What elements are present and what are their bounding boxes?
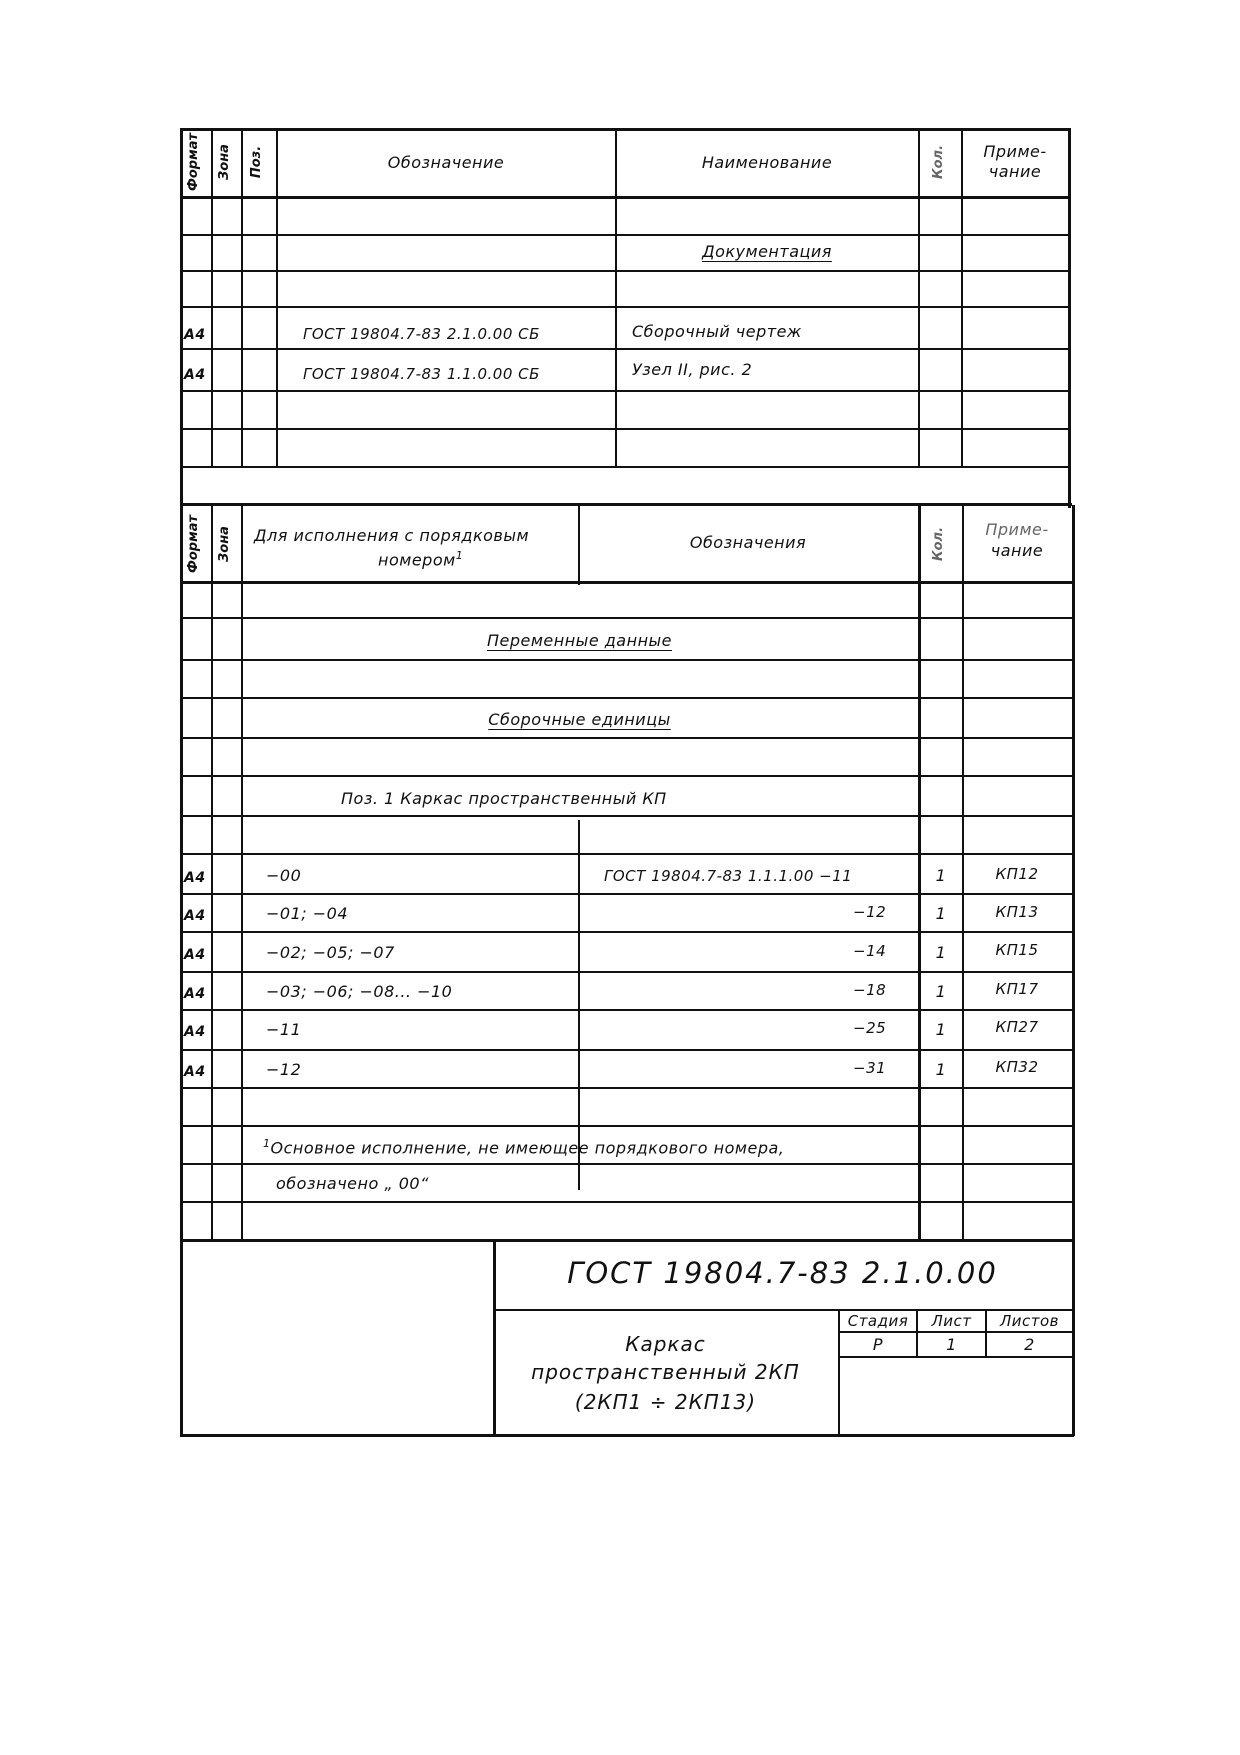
bottom-header-designation: Обозначения <box>689 533 807 552</box>
assembly-units-title: Сборочные единицы <box>488 710 671 729</box>
top-col-line-4 <box>615 128 617 468</box>
frame-bottom-line <box>180 1434 1074 1437</box>
pos-1-line: Поз. 1 Каркас пространственный КП <box>341 789 667 808</box>
bottom-header-zone: Зона <box>217 526 232 562</box>
gap-bottom-line <box>180 503 1072 506</box>
row-6-exec: −12 <box>266 1060 302 1079</box>
frame-right-line-top <box>1068 128 1071 508</box>
bottom-header-exec-line2 <box>378 546 463 570</box>
title-block-name-line1: Каркас <box>625 1332 706 1356</box>
bottom-row-line-11 <box>180 1009 1072 1011</box>
row-2-qty: 1 <box>935 904 947 923</box>
top-col-line-3 <box>276 128 278 468</box>
top-row-line-1 <box>180 234 1070 236</box>
bottom-row-line-2 <box>180 659 1072 661</box>
top-row-2-format: А4 <box>184 367 206 383</box>
row-3-note: КП15 <box>995 941 1039 959</box>
row-1-designation: ГОСТ 19804.7-83 1.1.1.00 −11 <box>604 867 853 885</box>
row-6-qty: 1 <box>935 1060 947 1079</box>
row-4-note: КП17 <box>995 980 1039 998</box>
bottom-header-format: Формат <box>186 514 201 574</box>
bottom-row-line-6 <box>180 815 1072 817</box>
row-4-format: А4 <box>184 986 206 1002</box>
frame-top-line <box>180 128 1070 131</box>
row-5-note: КП27 <box>995 1018 1039 1036</box>
top-header-note-line1: Приме- <box>983 142 1047 161</box>
row-5-qty: 1 <box>935 1020 947 1039</box>
bottom-row-line-13 <box>180 1087 1072 1089</box>
footnote-sup: 1 <box>263 1137 271 1150</box>
row-6-designation: −31 <box>853 1059 887 1077</box>
top-row-1-name: Сборочный чертеж <box>632 322 802 341</box>
bottom-row-line-4 <box>180 737 1072 739</box>
top-row-1-format: А4 <box>184 327 206 343</box>
bottom-row-line-12 <box>180 1049 1072 1051</box>
row-3-exec: −02; −05; −07 <box>266 943 395 962</box>
bottom-row-line-5 <box>180 775 1072 777</box>
bottom-row-line-3 <box>180 697 1072 699</box>
row-5-exec: −11 <box>266 1020 302 1039</box>
title-block-name-line3: (2КП1 ÷ 2КП13) <box>574 1390 757 1414</box>
bottom-col-line-1 <box>211 505 213 1239</box>
bottom-row-line-1 <box>180 617 1072 619</box>
documentation-section-title: Документация <box>702 242 832 261</box>
row-5-designation: −25 <box>853 1019 887 1037</box>
top-row-2-designation: ГОСТ 19804.7-83 1.1.0.00 СБ <box>303 365 540 383</box>
title-block-doc-number: ГОСТ 19804.7-83 2.1.0.00 <box>567 1256 998 1290</box>
title-block-sheet-value: 1 <box>946 1335 957 1354</box>
row-4-exec: −03; −06; −08... −10 <box>266 982 453 1001</box>
row-2-note: КП13 <box>995 903 1039 921</box>
title-block-stage-value: Р <box>872 1335 884 1354</box>
footnote-line2: обозначено „ 00“ <box>276 1174 429 1193</box>
frame-right-line-bottom <box>1072 505 1075 1436</box>
top-col-line-2 <box>241 128 243 468</box>
top-row-line-3 <box>180 306 1070 308</box>
top-col-line-5 <box>918 128 920 468</box>
bottom-row-line-9 <box>180 931 1072 933</box>
row-1-format: А4 <box>184 870 206 886</box>
title-block-stage-value-line <box>838 1356 1072 1358</box>
bottom-row-line-8 <box>180 893 1072 895</box>
row-4-qty: 1 <box>935 982 947 1001</box>
top-header-pos: Поз. <box>249 145 264 179</box>
row-1-qty: 1 <box>935 866 947 885</box>
title-block-sheet-label: Лист <box>931 1312 972 1330</box>
bottom-row-line-14 <box>180 1125 1072 1127</box>
footnote-line1-text: Основное исполнение, не имеющее порядкового номера, <box>270 1138 785 1158</box>
footnote-line1 <box>263 1134 784 1158</box>
title-block-name-line2: пространственный 2КП <box>531 1360 800 1384</box>
row-5-format: А4 <box>184 1024 206 1040</box>
top-header-qty: Кол. <box>931 144 946 180</box>
bottom-header-exec-line1: Для исполнения с порядковым <box>254 526 530 545</box>
bottom-header-note-line2: чание <box>990 541 1044 560</box>
bottom-row-line-10 <box>180 971 1072 973</box>
bottom-header-exec-sup: 1 <box>455 549 464 562</box>
top-header-designation: Обозначение <box>387 153 505 172</box>
top-row-line-5 <box>180 390 1070 392</box>
bottom-header-bottom-line <box>180 581 1072 584</box>
row-2-exec: −01; −04 <box>266 904 349 923</box>
title-block-stage-label-line <box>838 1331 1072 1333</box>
bottom-col-line-2 <box>241 505 243 1239</box>
top-row-line-7 <box>180 466 1070 468</box>
title-block-sheets-value: 2 <box>1024 1335 1035 1354</box>
top-row-1-designation: ГОСТ 19804.7-83 2.1.0.00 СБ <box>303 325 540 343</box>
row-6-note: КП32 <box>995 1058 1039 1076</box>
variable-data-title: Переменные данные <box>486 631 673 650</box>
row-3-format: А4 <box>184 947 206 963</box>
row-4-designation: −18 <box>853 981 887 999</box>
row-1-exec: −00 <box>266 866 302 885</box>
top-header-format: Формат <box>186 132 201 192</box>
row-2-format: А4 <box>184 908 206 924</box>
bottom-table-bottom-line <box>180 1239 1072 1242</box>
top-row-line-4 <box>180 348 1070 350</box>
bottom-header-exec-line2-text: номером <box>378 550 456 570</box>
row-1-note: КП12 <box>995 865 1039 883</box>
bottom-row-line-16 <box>180 1201 1072 1203</box>
row-2-designation: −12 <box>853 903 887 921</box>
bottom-header-qty: Кол. <box>931 526 946 562</box>
row-6-format: А4 <box>184 1064 206 1080</box>
top-row-2-name: Узел II, рис. 2 <box>632 360 753 379</box>
top-row-line-2 <box>180 270 1070 272</box>
bottom-row-line-15 <box>180 1163 1072 1165</box>
bottom-row-line-7 <box>180 853 1072 855</box>
title-block-sheets-label: Листов <box>999 1312 1060 1330</box>
title-block-stage-label: Стадия <box>847 1312 909 1330</box>
top-header-zone: Зона <box>217 144 232 180</box>
row-3-designation: −14 <box>853 942 887 960</box>
top-header-bottom-line <box>180 196 1070 199</box>
top-row-line-6 <box>180 428 1070 430</box>
top-col-line-1 <box>211 128 213 468</box>
top-header-note-line2: чание <box>988 162 1042 181</box>
row-3-qty: 1 <box>935 943 947 962</box>
bottom-header-note-line1: Приме- <box>985 520 1049 539</box>
top-header-name: Наименование <box>701 153 833 172</box>
